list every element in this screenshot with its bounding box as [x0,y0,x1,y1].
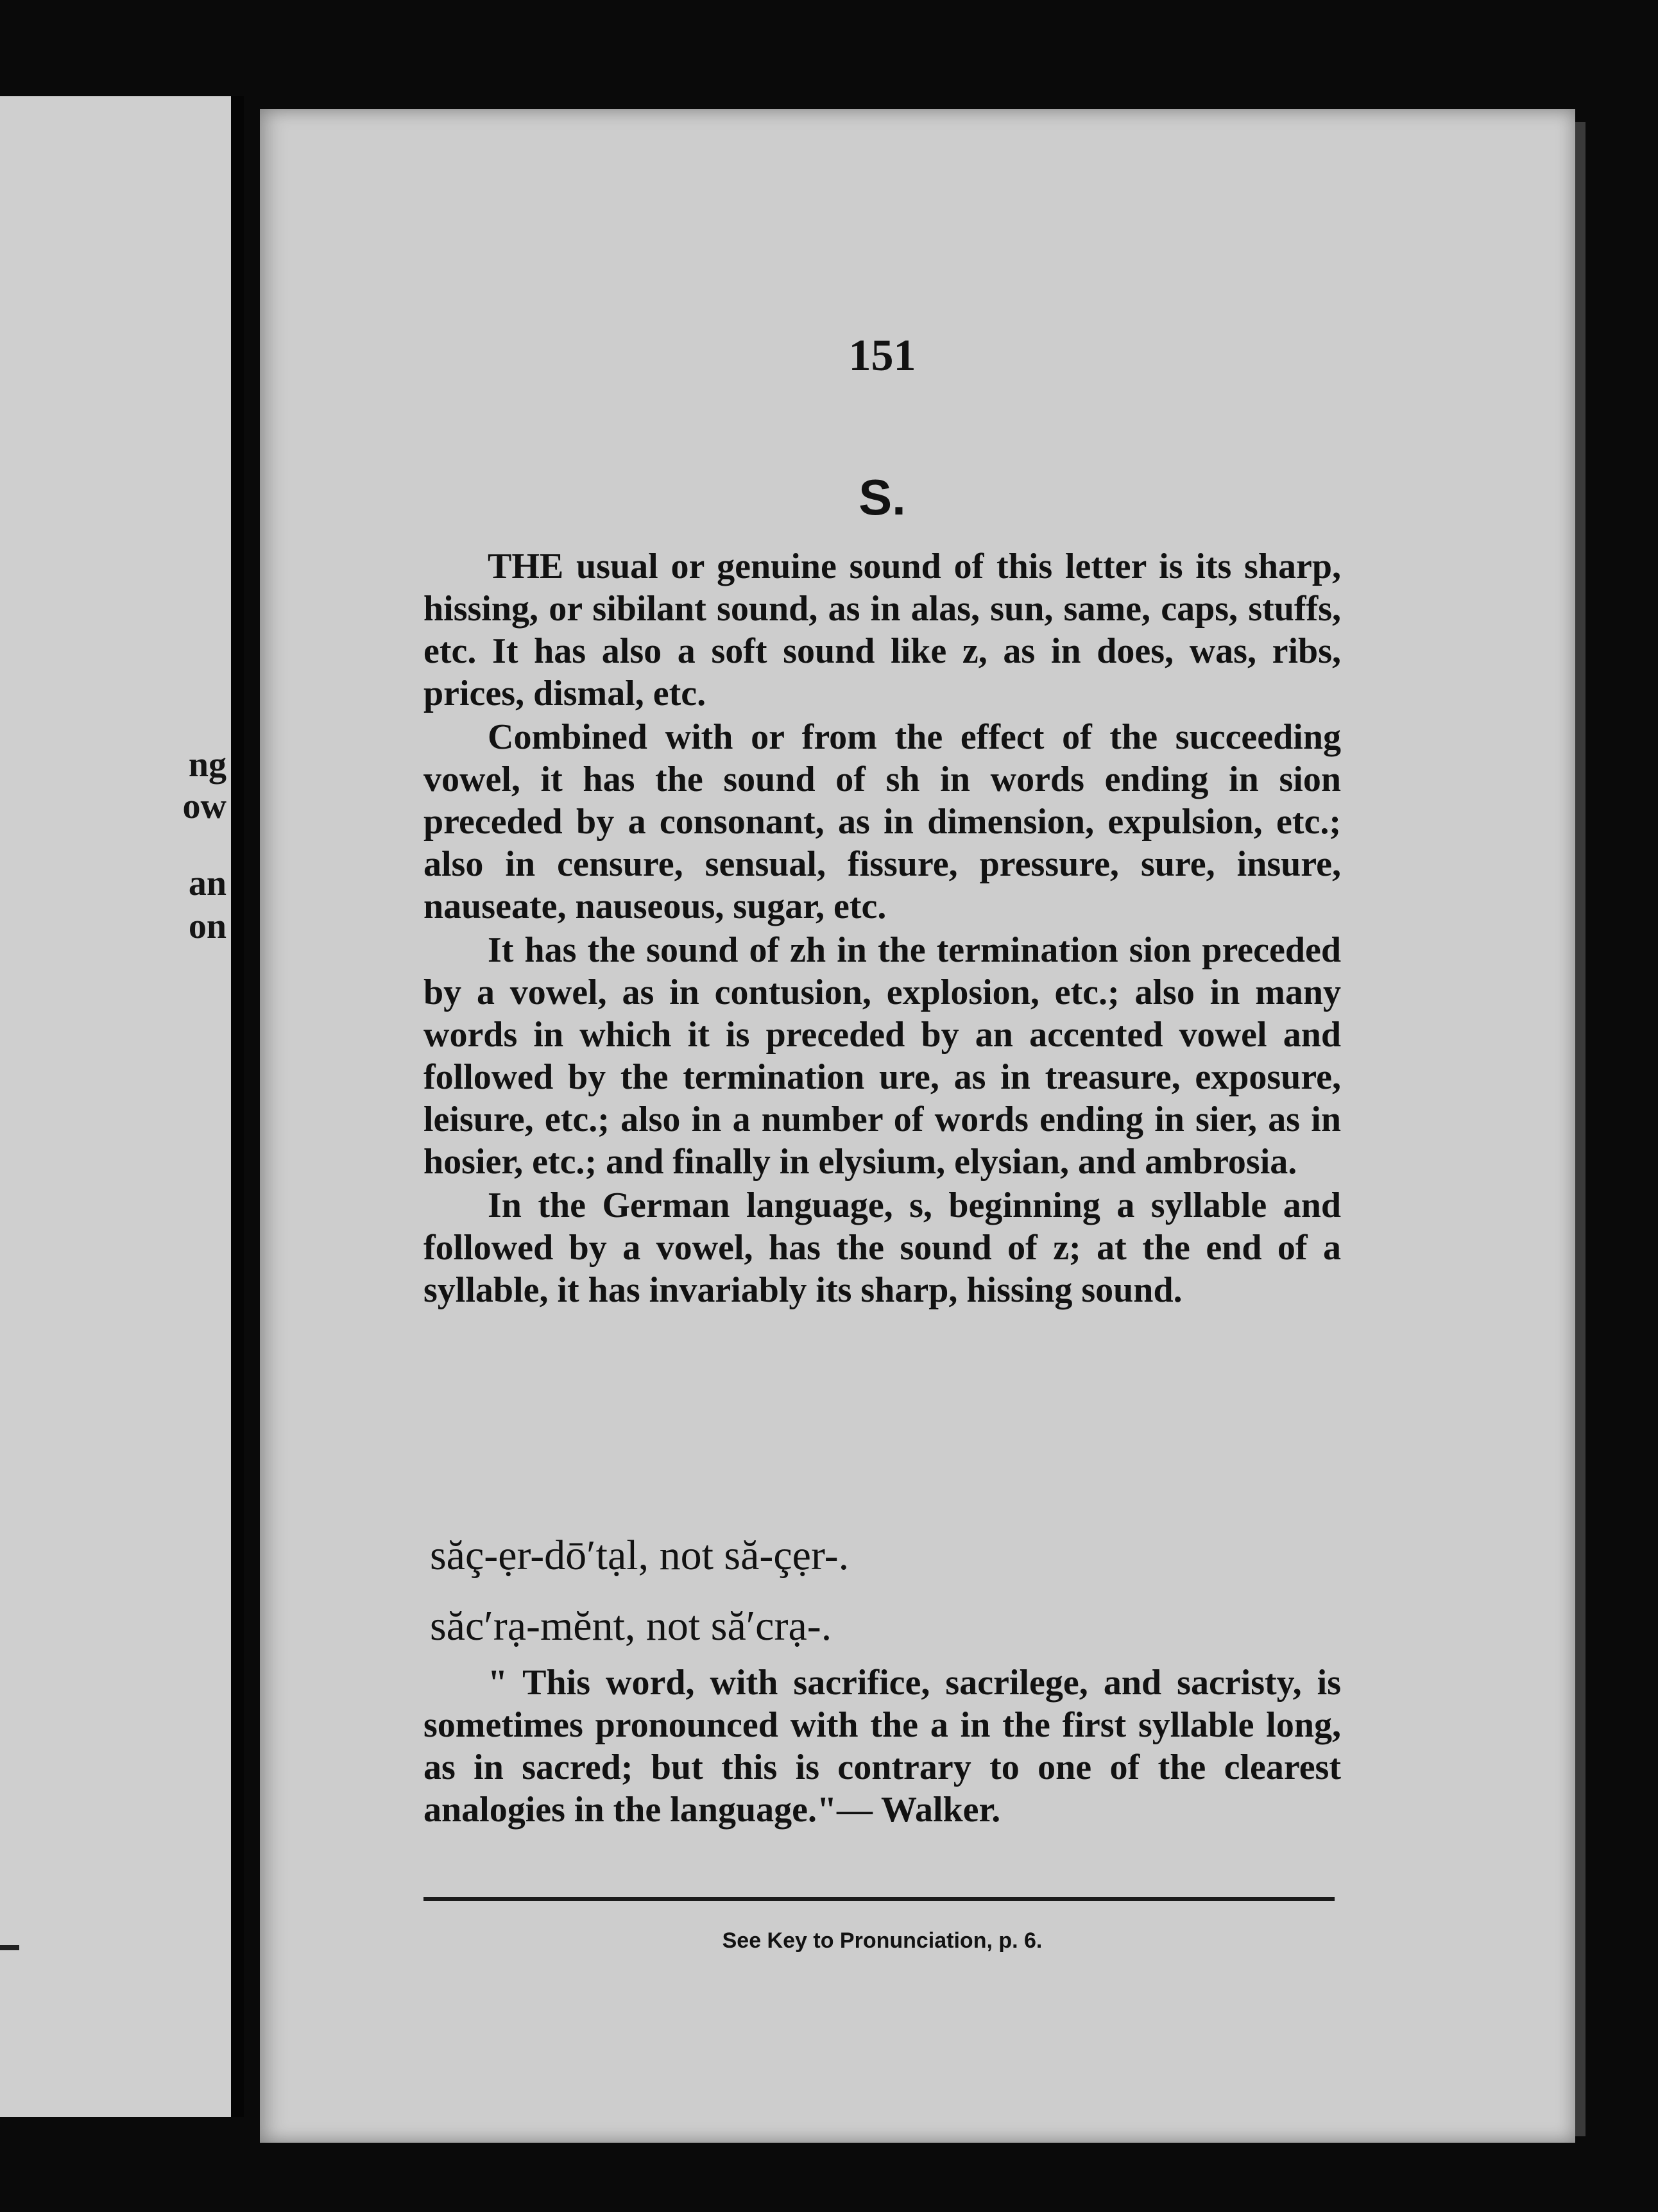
footnote: See Key to Pronunciation, p. 6. [722,1928,1043,1953]
paragraph: It has the sound of zh in the termination sion preceded by a vowel, as in contusion, explosion, etc.; also in many words in which it is preceded by an accented vowel and followed by the termination ure, as in treasure, exposure, leisure, etc.; also in a number of words ending in sier, as in hosier, etc.; and finally in elysium, elysian, and ambrosia. [423,930,1341,1182]
section-heading: S. [859,469,906,525]
dictionary-entry: săç-ẹr-dō′tạl, not să-çẹr-. [430,1532,850,1579]
left-page-fragment: ng [188,745,226,785]
left-page-rule [0,1945,19,1950]
body-text [423,545,1341,1311]
left-page-fragment: an [188,864,226,903]
book-gutter [231,96,244,2117]
left-page-fragment: on [188,906,226,946]
dictionary-entry: săc′rạ-mĕnt, not să′crạ-. [430,1603,832,1649]
left-page-fragment: ow [182,787,226,826]
left-page [0,96,237,2117]
paragraph: THE usual or genuine sound of this letter is its sharp, hissing, or sibilant sound, as in alas, sun, same, caps, stuffs, etc. It has also a soft sound like z, as in does, was, ribs, prices, dismal, etc. [423,547,1341,713]
walker-quote: " This word, with sacrifice, sacrilege, and sacristy, is sometimes pronounced with the a in the first syllable long, as in sacred; but this is contrary to one of the clearest analogies in the language."— Walker. [423,1663,1341,1830]
paragraph: In the German language, s, beginning a syllable and followed by a vowel, has the sound of z; at the end of a syllable, it has invariably its sharp, hissing sound. [423,1186,1341,1310]
pronunciation-entries [423,1530,1341,1652]
page-number: 151 [848,331,916,380]
footer-rule [423,1897,1335,1901]
right-page [260,109,1575,2143]
page-edge [1575,122,1585,2136]
paragraph: Combined with or from the effect of the succeeding vowel, it has the sound of sh in words ending in sion preceded by a consonant, as in dimension, expulsion, etc.; also in censure, sensual, fissure, pressure, sure, insure, nauseate, nauseous, sugar, etc. [423,717,1341,926]
